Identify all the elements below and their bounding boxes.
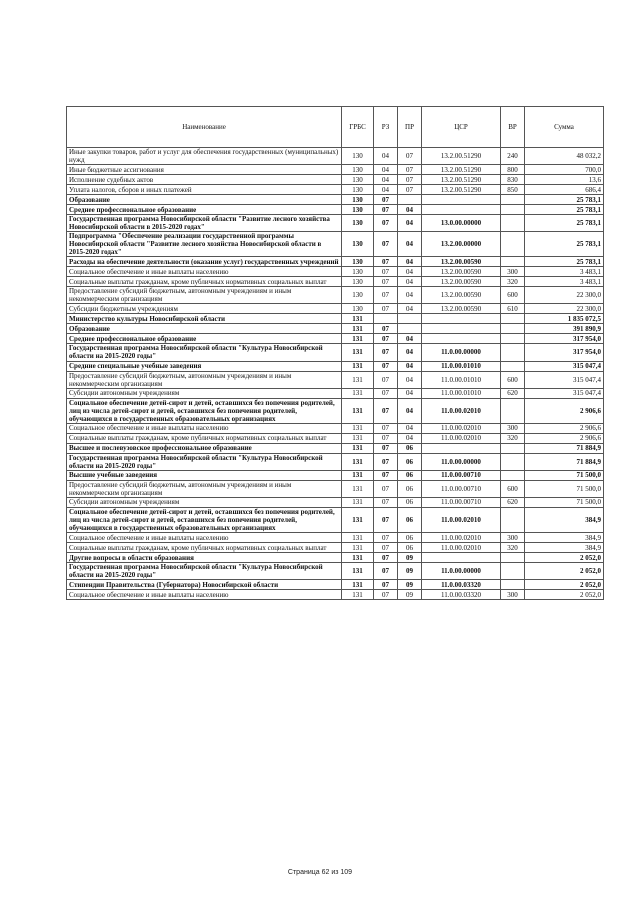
cell-rz: 07 (374, 590, 398, 600)
cell-rz: 07 (374, 507, 398, 532)
cell-rz: 07 (374, 215, 398, 232)
cell-name: Предоставление субсидий бюджетным, автономным учреждениям и иным некоммерческим организациям (67, 287, 342, 304)
cell-pr: 04 (398, 304, 422, 314)
cell-pr: 07 (398, 175, 422, 185)
cell-vr (501, 361, 525, 371)
cell-csr (422, 205, 501, 215)
table-row (67, 232, 604, 257)
cell-sum: 315 047,4 (525, 371, 604, 388)
cell-rz: 07 (374, 361, 398, 371)
cell-sum: 315 047,4 (525, 361, 604, 371)
cell-vr (501, 470, 525, 480)
table-row (67, 580, 604, 590)
cell-pr: 06 (398, 533, 422, 543)
table-row (67, 344, 604, 361)
cell-vr (501, 453, 525, 470)
cell-rz: 07 (374, 304, 398, 314)
cell-sum: 25 783,1 (525, 257, 604, 267)
cell-pr: 06 (398, 443, 422, 453)
cell-grbs: 131 (342, 543, 374, 553)
table-row (67, 423, 604, 433)
cell-grbs: 131 (342, 443, 374, 453)
cell-rz: 07 (374, 267, 398, 277)
cell-grbs: 130 (342, 185, 374, 195)
header-rz: РЗ (374, 107, 398, 148)
table-row (67, 324, 604, 334)
cell-grbs: 130 (342, 287, 374, 304)
cell-csr: 11.0.00.00710 (422, 470, 501, 480)
cell-grbs: 131 (342, 388, 374, 398)
cell-csr: 13.2.00.00590 (422, 287, 501, 304)
table-row (67, 388, 604, 398)
cell-name: Иные закупки товаров, работ и услуг для обеспечения государственных (муниципальных) нужд (67, 148, 342, 165)
cell-csr: 11.0.00.01010 (422, 361, 501, 371)
cell-grbs: 131 (342, 580, 374, 590)
cell-sum: 2 052,0 (525, 553, 604, 563)
cell-vr: 800 (501, 165, 525, 175)
cell-pr: 09 (398, 580, 422, 590)
cell-name: Государственная программа Новосибирской области "Культура Новосибирской области на 2015-2020 годы" (67, 344, 342, 361)
table-row (67, 553, 604, 563)
cell-name: Образование (67, 324, 342, 334)
header-name: Наименование (67, 107, 342, 148)
cell-csr: 13.2.00.00590 (422, 277, 501, 287)
cell-csr (422, 334, 501, 344)
cell-rz: 04 (374, 165, 398, 175)
cell-pr: 04 (398, 344, 422, 361)
cell-rz: 04 (374, 175, 398, 185)
cell-csr (422, 443, 501, 453)
cell-rz: 07 (374, 423, 398, 433)
table-row (67, 371, 604, 388)
cell-rz: 07 (374, 543, 398, 553)
cell-pr: 04 (398, 232, 422, 257)
cell-csr: 11.0.00.00710 (422, 497, 501, 507)
cell-name: Социальное обеспечение и иные выплаты населению (67, 267, 342, 277)
cell-sum: 686,4 (525, 185, 604, 195)
cell-sum: 71 500,0 (525, 480, 604, 497)
table-row (67, 287, 604, 304)
cell-name: Предоставление субсидий бюджетным, автономным учреждениям и иным некоммерческим организациям (67, 371, 342, 388)
cell-csr: 11.0.00.03320 (422, 590, 501, 600)
cell-name: Социальные выплаты гражданам, кроме публичных нормативных социальных выплат (67, 543, 342, 553)
cell-sum: 317 954,0 (525, 344, 604, 361)
cell-sum: 2 052,0 (525, 590, 604, 600)
cell-vr (501, 314, 525, 324)
cell-vr: 600 (501, 371, 525, 388)
cell-sum: 48 032,2 (525, 148, 604, 165)
table-row (67, 304, 604, 314)
table-row (67, 185, 604, 195)
cell-name: Социальные выплаты гражданам, кроме публичных нормативных социальных выплат (67, 433, 342, 443)
cell-vr: 850 (501, 185, 525, 195)
cell-grbs: 131 (342, 480, 374, 497)
cell-grbs: 131 (342, 497, 374, 507)
cell-name: Подпрограмма "Обеспечение реализации государственной программы Новосибирской области "Развитие лесного хозяйства Новосибирской области в 2015-2020 годах" (67, 232, 342, 257)
table-row (67, 497, 604, 507)
table-row (67, 480, 604, 497)
cell-pr: 04 (398, 205, 422, 215)
cell-pr: 04 (398, 398, 422, 423)
cell-pr: 06 (398, 497, 422, 507)
cell-grbs: 131 (342, 371, 374, 388)
cell-sum: 71 884,9 (525, 453, 604, 470)
table-row (67, 433, 604, 443)
cell-csr: 13.2.00.51290 (422, 148, 501, 165)
cell-csr: 11.0.00.03320 (422, 580, 501, 590)
table-row (67, 543, 604, 553)
cell-csr: 13.2.00.00590 (422, 267, 501, 277)
cell-vr (501, 580, 525, 590)
cell-rz: 07 (374, 443, 398, 453)
cell-csr (422, 195, 501, 205)
cell-name: Министерство культуры Новосибирской области (67, 314, 342, 324)
header-csr: ЦСР (422, 107, 501, 148)
cell-csr: 11.0.00.02010 (422, 507, 501, 532)
cell-vr: 320 (501, 277, 525, 287)
cell-pr: 04 (398, 361, 422, 371)
cell-sum: 13,6 (525, 175, 604, 185)
cell-sum: 71 500,0 (525, 470, 604, 480)
cell-name: Субсидии автономным учреждениям (67, 388, 342, 398)
table-row (67, 257, 604, 267)
cell-rz: 07 (374, 257, 398, 267)
table-row (67, 267, 604, 277)
cell-pr: 04 (398, 257, 422, 267)
cell-vr (501, 257, 525, 267)
cell-name: Высшее и послевузовское профессиональное образование (67, 443, 342, 453)
table-header-row (67, 107, 604, 148)
header-vr: ВР (501, 107, 525, 148)
cell-sum: 22 300,0 (525, 287, 604, 304)
cell-rz: 07 (374, 287, 398, 304)
cell-pr (398, 314, 422, 324)
cell-rz: 07 (374, 344, 398, 361)
cell-grbs: 130 (342, 257, 374, 267)
cell-csr: 13.2.00.00590 (422, 304, 501, 314)
cell-rz: 07 (374, 324, 398, 334)
cell-name: Социальное обеспечение детей-сирот и детей, оставшихся без попечения родителей, лиц из числа детей-сирот и детей, оставшихся без попечения родителей, обучающихся в государственных образовательных организациях (67, 507, 342, 532)
cell-name: Образование (67, 195, 342, 205)
cell-vr (501, 398, 525, 423)
cell-grbs: 130 (342, 277, 374, 287)
cell-name: Среднее профессиональное образование (67, 205, 342, 215)
table-row (67, 443, 604, 453)
cell-sum: 2 906,6 (525, 423, 604, 433)
cell-pr (398, 195, 422, 205)
cell-grbs: 131 (342, 453, 374, 470)
table-row (67, 195, 604, 205)
cell-name: Субсидии автономным учреждениям (67, 497, 342, 507)
table-row (67, 334, 604, 344)
cell-vr: 320 (501, 433, 525, 443)
cell-rz: 07 (374, 580, 398, 590)
cell-sum: 3 483,1 (525, 277, 604, 287)
cell-sum: 391 890,9 (525, 324, 604, 334)
cell-vr (501, 507, 525, 532)
cell-pr: 09 (398, 590, 422, 600)
cell-csr: 13.2.00.51290 (422, 165, 501, 175)
table-row (67, 215, 604, 232)
cell-grbs: 131 (342, 398, 374, 423)
table-row (67, 205, 604, 215)
cell-grbs: 131 (342, 590, 374, 600)
cell-name: Расходы на обеспечение деятельности (оказание услуг) государственных учреждений (67, 257, 342, 267)
cell-vr: 600 (501, 287, 525, 304)
cell-pr: 04 (398, 287, 422, 304)
cell-pr: 04 (398, 423, 422, 433)
cell-grbs: 130 (342, 195, 374, 205)
cell-vr (501, 232, 525, 257)
cell-sum: 700,0 (525, 165, 604, 175)
cell-name: Социальное обеспечение и иные выплаты населению (67, 590, 342, 600)
cell-csr: 11.0.00.01010 (422, 371, 501, 388)
cell-vr: 610 (501, 304, 525, 314)
cell-name: Социальное обеспечение и иные выплаты населению (67, 533, 342, 543)
cell-rz: 07 (374, 470, 398, 480)
cell-pr: 06 (398, 543, 422, 553)
cell-rz: 07 (374, 480, 398, 497)
cell-rz: 07 (374, 232, 398, 257)
cell-csr (422, 314, 501, 324)
cell-sum: 71 500,0 (525, 497, 604, 507)
cell-name: Социальное обеспечение детей-сирот и детей, оставшихся без попечения родителей, лиц из числа детей-сирот и детей, оставшихся без попечения родителей, обучающихся в государственных образовательных организациях (67, 398, 342, 423)
cell-csr: 13.0.00.00000 (422, 215, 501, 232)
cell-name: Стипендии Правительства (Губернатора) Новосибирской области (67, 580, 342, 590)
cell-rz: 07 (374, 453, 398, 470)
cell-grbs: 131 (342, 507, 374, 532)
cell-pr: 07 (398, 148, 422, 165)
cell-pr: 09 (398, 553, 422, 563)
cell-grbs: 130 (342, 175, 374, 185)
header-pr: ПР (398, 107, 422, 148)
cell-grbs: 131 (342, 470, 374, 480)
cell-pr: 06 (398, 470, 422, 480)
cell-name: Субсидии бюджетным учреждениям (67, 304, 342, 314)
cell-name: Высшие учебные заведения (67, 470, 342, 480)
cell-sum: 1 835 072,5 (525, 314, 604, 324)
cell-pr: 07 (398, 165, 422, 175)
cell-grbs: 131 (342, 433, 374, 443)
page-number: Страница 62 из 109 (287, 869, 353, 876)
cell-grbs: 131 (342, 324, 374, 334)
cell-csr: 11.0.00.02010 (422, 533, 501, 543)
cell-csr: 11.0.00.02010 (422, 398, 501, 423)
cell-sum: 25 783,1 (525, 232, 604, 257)
cell-sum: 315 047,4 (525, 388, 604, 398)
cell-rz: 07 (374, 371, 398, 388)
cell-rz: 07 (374, 195, 398, 205)
cell-vr: 620 (501, 497, 525, 507)
cell-vr (501, 195, 525, 205)
cell-vr: 300 (501, 423, 525, 433)
cell-csr: 11.0.00.02010 (422, 423, 501, 433)
cell-sum: 3 483,1 (525, 267, 604, 277)
cell-sum: 2 906,6 (525, 433, 604, 443)
table-row (67, 470, 604, 480)
cell-csr: 11.0.00.01010 (422, 388, 501, 398)
table-row (67, 398, 604, 423)
cell-name: Предоставление субсидий бюджетным, автономным учреждениям и иным некоммерческим организациям (67, 480, 342, 497)
cell-sum: 25 783,1 (525, 195, 604, 205)
cell-grbs: 131 (342, 563, 374, 580)
table-row (67, 314, 604, 324)
cell-csr: 13.2.00.51290 (422, 175, 501, 185)
cell-vr: 300 (501, 590, 525, 600)
cell-csr (422, 324, 501, 334)
cell-vr: 300 (501, 533, 525, 543)
cell-sum: 2 052,0 (525, 580, 604, 590)
cell-rz: 04 (374, 148, 398, 165)
table-body (67, 148, 604, 600)
cell-vr (501, 205, 525, 215)
cell-pr: 07 (398, 185, 422, 195)
cell-vr: 240 (501, 148, 525, 165)
cell-vr (501, 324, 525, 334)
cell-vr (501, 563, 525, 580)
cell-csr: 11.0.00.02010 (422, 543, 501, 553)
cell-name: Социальные выплаты гражданам, кроме публичных нормативных социальных выплат (67, 277, 342, 287)
cell-grbs: 130 (342, 205, 374, 215)
header-grbs: ГРБС (342, 107, 374, 148)
cell-grbs: 130 (342, 215, 374, 232)
cell-sum: 2 906,6 (525, 398, 604, 423)
cell-csr: 13.2.00.51290 (422, 185, 501, 195)
cell-pr: 04 (398, 277, 422, 287)
cell-pr: 04 (398, 334, 422, 344)
cell-sum: 384,9 (525, 543, 604, 553)
header-sum: Сумма (525, 107, 604, 148)
cell-vr (501, 215, 525, 232)
cell-grbs: 131 (342, 334, 374, 344)
cell-pr: 04 (398, 388, 422, 398)
cell-vr: 320 (501, 543, 525, 553)
cell-name: Государственная программа Новосибирской области "Развитие лесного хозяйства Новосибирской области в 2015-2020 годах" (67, 215, 342, 232)
budget-table (66, 106, 604, 600)
cell-sum: 22 300,0 (525, 304, 604, 314)
cell-grbs: 130 (342, 232, 374, 257)
cell-csr (422, 553, 501, 563)
cell-csr: 11.0.00.02010 (422, 433, 501, 443)
cell-rz: 07 (374, 553, 398, 563)
cell-vr (501, 334, 525, 344)
cell-grbs: 130 (342, 304, 374, 314)
cell-grbs: 131 (342, 423, 374, 433)
cell-pr: 06 (398, 480, 422, 497)
cell-rz: 07 (374, 563, 398, 580)
cell-name: Государственная программа Новосибирской области "Культура Новосибирской области на 2015-2020 годы" (67, 563, 342, 580)
cell-pr: 04 (398, 215, 422, 232)
cell-sum: 317 954,0 (525, 334, 604, 344)
cell-vr (501, 443, 525, 453)
cell-rz: 07 (374, 334, 398, 344)
cell-name: Среднее профессиональное образование (67, 334, 342, 344)
cell-grbs: 131 (342, 361, 374, 371)
cell-grbs: 131 (342, 533, 374, 543)
cell-vr (501, 553, 525, 563)
table-row (67, 507, 604, 532)
cell-csr: 11.0.00.00000 (422, 453, 501, 470)
cell-rz: 04 (374, 185, 398, 195)
table-row (67, 165, 604, 175)
cell-vr: 620 (501, 388, 525, 398)
cell-rz: 07 (374, 497, 398, 507)
cell-csr: 11.0.00.00000 (422, 563, 501, 580)
cell-vr (501, 344, 525, 361)
cell-vr: 300 (501, 267, 525, 277)
cell-grbs: 131 (342, 553, 374, 563)
cell-name: Социальное обеспечение и иные выплаты населению (67, 423, 342, 433)
table-row (67, 563, 604, 580)
cell-rz: 07 (374, 205, 398, 215)
cell-sum: 71 884,9 (525, 443, 604, 453)
cell-rz: 07 (374, 533, 398, 543)
table-row (67, 277, 604, 287)
cell-rz: 07 (374, 433, 398, 443)
cell-vr: 830 (501, 175, 525, 185)
cell-pr: 09 (398, 563, 422, 580)
cell-sum: 2 052,0 (525, 563, 604, 580)
table-row (67, 590, 604, 600)
cell-sum: 384,9 (525, 507, 604, 532)
table-row (67, 361, 604, 371)
table-row (67, 533, 604, 543)
cell-csr: 11.0.00.00000 (422, 344, 501, 361)
table-row (67, 175, 604, 185)
cell-rz: 07 (374, 388, 398, 398)
cell-grbs: 130 (342, 165, 374, 175)
cell-name: Другие вопросы в области образования (67, 553, 342, 563)
cell-grbs: 130 (342, 267, 374, 277)
cell-sum: 384,9 (525, 533, 604, 543)
cell-grbs: 131 (342, 344, 374, 361)
cell-pr: 04 (398, 433, 422, 443)
cell-name: Иные бюджетные ассигнования (67, 165, 342, 175)
cell-pr: 04 (398, 267, 422, 277)
cell-name: Исполнение судебных актов (67, 175, 342, 185)
cell-sum: 25 783,1 (525, 205, 604, 215)
cell-name: Уплата налогов, сборов и иных платежей (67, 185, 342, 195)
cell-sum: 25 783,1 (525, 215, 604, 232)
table-row (67, 148, 604, 165)
cell-grbs: 130 (342, 148, 374, 165)
table-row (67, 453, 604, 470)
cell-rz: 07 (374, 277, 398, 287)
cell-name: Государственная программа Новосибирской области "Культура Новосибирской области на 2015-2020 годы" (67, 453, 342, 470)
cell-name: Средние специальные учебные заведения (67, 361, 342, 371)
cell-csr: 13.2.00.00000 (422, 232, 501, 257)
cell-rz: 07 (374, 398, 398, 423)
cell-pr: 06 (398, 507, 422, 532)
cell-pr (398, 324, 422, 334)
cell-csr: 13.2.00.00590 (422, 257, 501, 267)
cell-pr: 04 (398, 371, 422, 388)
cell-vr: 600 (501, 480, 525, 497)
cell-rz (374, 314, 398, 324)
cell-pr: 06 (398, 453, 422, 470)
cell-grbs: 131 (342, 314, 374, 324)
cell-csr: 11.0.00.00710 (422, 480, 501, 497)
